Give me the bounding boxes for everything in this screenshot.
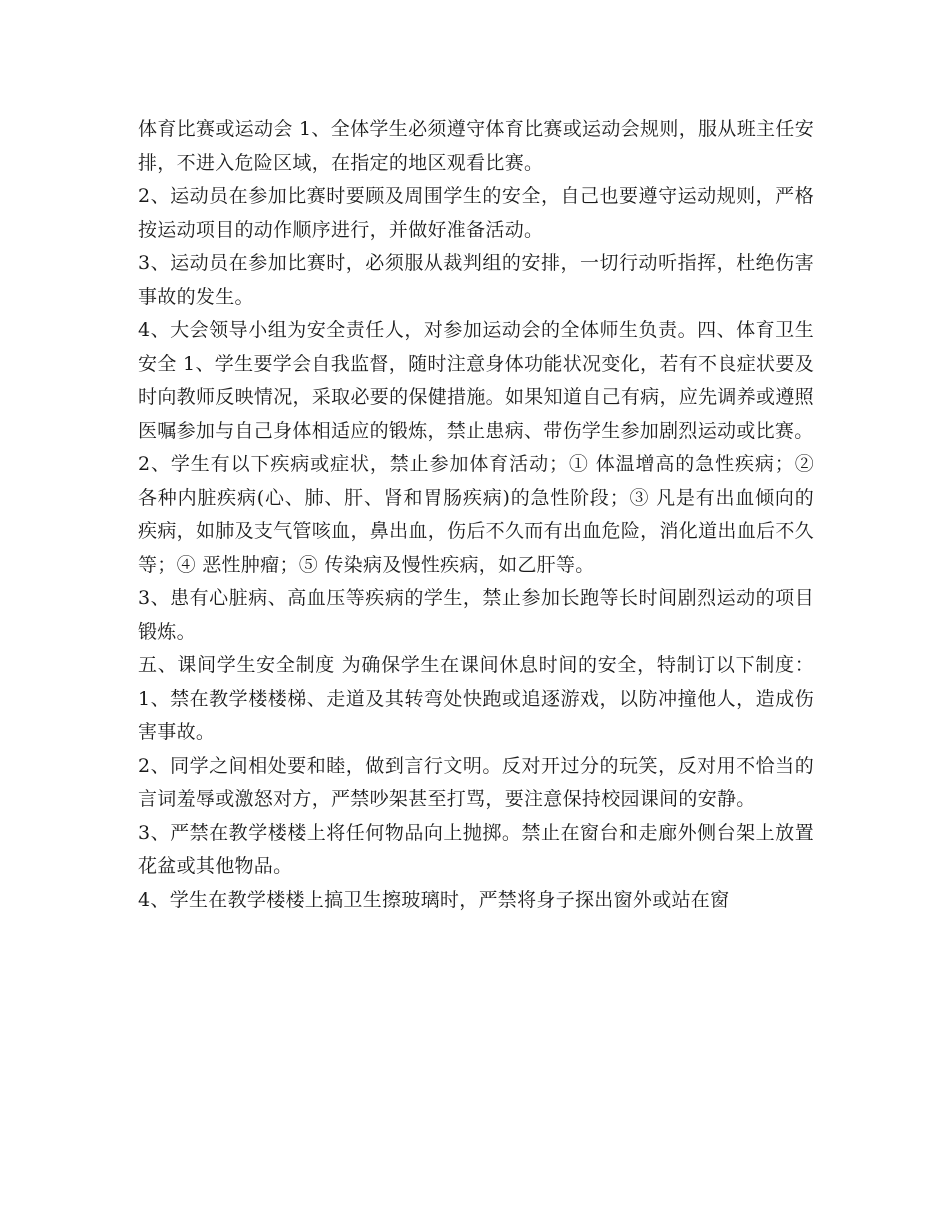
paragraph-heart-disease: 3、患有心脏病、高血压等疾病的学生，禁止参加长跑等长时间剧烈运动的项目锻炼。 bbox=[138, 587, 814, 643]
paragraph-pe-health-safety: 4、大会领导小组为安全责任人，对参加运动会的全体师生负责。四、体育卫生安全 1、学生要学会自我监督，随时注意身体功能状况变化，若有不良症状要及时向教师反映情况，采取必要的保健措施。如果知道自己有病，应先调养或遵照医嘱参加与自己身体相适应的锻炼，禁止患病、带伤学生参加剧烈运动或比赛。 bbox=[138, 319, 814, 442]
paragraph-classmate-harmony: 2、同学之间相处要和睦，做到言行文明。反对开过分的玩笑，反对用不恰当的言词羞辱或激怒对方，严禁吵架甚至打骂，要注意保持校园课间的安静。 bbox=[138, 754, 814, 810]
document-body bbox=[138, 113, 814, 917]
paragraph-referee-obey: 3、运动员在参加比赛时，必须服从裁判组的安排，一切行动听指挥，杜绝伤害事故的发生。 bbox=[138, 252, 814, 308]
paragraph-no-throwing: 3、严禁在教学楼楼上将任何物品向上抛掷。禁止在窗台和走廊外侧台架上放置花盆或其他物品。 bbox=[138, 821, 814, 877]
paragraph-disease-restrictions: 2、学生有以下疾病或症状，禁止参加体育活动；① 体温增高的急性疾病；② 各种内脏疾病(心、肺、肝、肾和胃肠疾病)的急性阶段；③ 凡是有出血倾向的疾病，如肺及支气管咳血，鼻出血，伤后不久而有出血危险，消化道出血后不久等；④ 恶性肿瘤；⑤ 传染病及慢性疾病，如乙肝等。 bbox=[138, 453, 814, 576]
paragraph-window-cleaning: 4、学生在教学楼楼上搞卫生擦玻璃时，严禁将身子探出窗外或站在窗 bbox=[138, 888, 730, 911]
paragraph-sports-rules: 体育比赛或运动会 1、全体学生必须遵守体育比赛或运动会规则，服从班主任安排，不进入危险区域，在指定的地区观看比赛。 bbox=[138, 118, 814, 174]
paragraph-recess-safety: 五、课间学生安全制度 为确保学生在课间休息时间的安全，特制订以下制度： 1、禁在教学楼楼梯、走道及其转弯处快跑或追逐游戏，以防冲撞他人，造成伤害事故。 bbox=[138, 654, 814, 743]
paragraph-athlete-safety: 2、运动员在参加比赛时要顾及周围学生的安全，自己也要遵守运动规则，严格按运动项目的动作顺序进行，并做好准备活动。 bbox=[138, 185, 814, 241]
